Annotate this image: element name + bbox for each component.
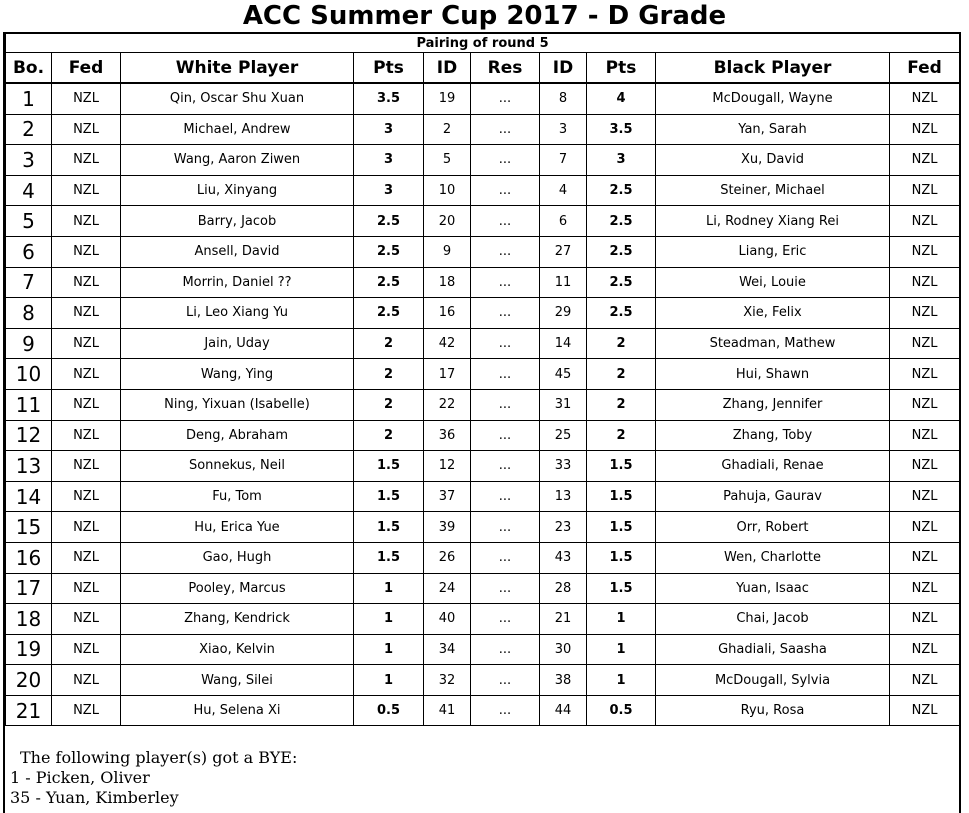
white-id: 18 bbox=[424, 267, 471, 298]
black-id: 8 bbox=[540, 83, 587, 114]
white-pts: 1.5 bbox=[354, 542, 424, 573]
black-fed: NZL bbox=[890, 573, 960, 604]
white-pts: 2.5 bbox=[354, 267, 424, 298]
header-black-pts: Pts bbox=[587, 53, 656, 84]
white-player: Ning, Yixuan (Isabelle) bbox=[121, 389, 354, 420]
black-id: 31 bbox=[540, 389, 587, 420]
board-number: 21 bbox=[6, 695, 52, 726]
black-pts: 1.5 bbox=[587, 451, 656, 482]
black-fed: NZL bbox=[890, 420, 960, 451]
white-player: Barry, Jacob bbox=[121, 206, 354, 237]
black-fed: NZL bbox=[890, 114, 960, 145]
black-fed: NZL bbox=[890, 451, 960, 482]
white-id: 39 bbox=[424, 512, 471, 543]
black-fed: NZL bbox=[890, 267, 960, 298]
board-number: 5 bbox=[6, 206, 52, 237]
white-fed: NZL bbox=[52, 634, 121, 665]
white-id: 22 bbox=[424, 389, 471, 420]
table-row bbox=[6, 420, 960, 451]
white-id: 16 bbox=[424, 298, 471, 329]
black-pts: 1.5 bbox=[587, 542, 656, 573]
black-pts: 3.5 bbox=[587, 114, 656, 145]
table-row bbox=[6, 83, 960, 114]
header-black-id: ID bbox=[540, 53, 587, 84]
black-fed: NZL bbox=[890, 298, 960, 329]
white-fed: NZL bbox=[52, 328, 121, 359]
result: ... bbox=[471, 665, 540, 696]
white-player: Zhang, Kendrick bbox=[121, 604, 354, 635]
black-player: Ghadiali, Saasha bbox=[656, 634, 890, 665]
black-player: Ryu, Rosa bbox=[656, 695, 890, 726]
white-id: 19 bbox=[424, 83, 471, 114]
header-white-id: ID bbox=[424, 53, 471, 84]
header-result: Res bbox=[471, 53, 540, 84]
black-pts: 2.5 bbox=[587, 267, 656, 298]
white-id: 5 bbox=[424, 145, 471, 176]
table-row bbox=[6, 634, 960, 665]
white-id: 36 bbox=[424, 420, 471, 451]
white-id: 2 bbox=[424, 114, 471, 145]
black-pts: 2 bbox=[587, 389, 656, 420]
header-black-player: Black Player bbox=[656, 53, 890, 84]
white-pts: 2 bbox=[354, 389, 424, 420]
white-pts: 2 bbox=[354, 359, 424, 390]
result: ... bbox=[471, 359, 540, 390]
black-fed: NZL bbox=[890, 665, 960, 696]
white-fed: NZL bbox=[52, 573, 121, 604]
white-id: 10 bbox=[424, 175, 471, 206]
black-id: 25 bbox=[540, 420, 587, 451]
white-player: Liu, Xinyang bbox=[121, 175, 354, 206]
result: ... bbox=[471, 542, 540, 573]
white-player: Wang, Silei bbox=[121, 665, 354, 696]
board-number: 7 bbox=[6, 267, 52, 298]
black-id: 33 bbox=[540, 451, 587, 482]
white-fed: NZL bbox=[52, 542, 121, 573]
white-id: 12 bbox=[424, 451, 471, 482]
white-player: Pooley, Marcus bbox=[121, 573, 354, 604]
white-player: Xiao, Kelvin bbox=[121, 634, 354, 665]
header-board: Bo. bbox=[6, 53, 52, 84]
black-id: 43 bbox=[540, 542, 587, 573]
board-number: 13 bbox=[6, 451, 52, 482]
black-player: Zhang, Jennifer bbox=[656, 389, 890, 420]
white-pts: 2 bbox=[354, 328, 424, 359]
black-id: 11 bbox=[540, 267, 587, 298]
black-pts: 1.5 bbox=[587, 481, 656, 512]
result: ... bbox=[471, 420, 540, 451]
result: ... bbox=[471, 451, 540, 482]
black-pts: 3 bbox=[587, 145, 656, 176]
result: ... bbox=[471, 389, 540, 420]
black-player: Li, Rodney Xiang Rei bbox=[656, 206, 890, 237]
black-player: Chai, Jacob bbox=[656, 604, 890, 635]
white-pts: 1 bbox=[354, 573, 424, 604]
white-player: Li, Leo Xiang Yu bbox=[121, 298, 354, 329]
black-player: Ghadiali, Renae bbox=[656, 451, 890, 482]
black-pts: 2 bbox=[587, 420, 656, 451]
white-fed: NZL bbox=[52, 451, 121, 482]
black-fed: NZL bbox=[890, 512, 960, 543]
white-id: 20 bbox=[424, 206, 471, 237]
white-fed: NZL bbox=[52, 298, 121, 329]
white-pts: 1 bbox=[354, 665, 424, 696]
board-number: 3 bbox=[6, 145, 52, 176]
white-fed: NZL bbox=[52, 512, 121, 543]
white-id: 42 bbox=[424, 328, 471, 359]
header-white-pts: Pts bbox=[354, 53, 424, 84]
table-row bbox=[6, 206, 960, 237]
board-number: 10 bbox=[6, 359, 52, 390]
white-fed: NZL bbox=[52, 481, 121, 512]
black-fed: NZL bbox=[890, 236, 960, 267]
black-id: 3 bbox=[540, 114, 587, 145]
black-player: Yan, Sarah bbox=[656, 114, 890, 145]
black-fed: NZL bbox=[890, 634, 960, 665]
white-fed: NZL bbox=[52, 420, 121, 451]
white-id: 24 bbox=[424, 573, 471, 604]
white-pts: 2.5 bbox=[354, 236, 424, 267]
result: ... bbox=[471, 695, 540, 726]
header-white-player: White Player bbox=[121, 53, 354, 84]
black-player: Pahuja, Gaurav bbox=[656, 481, 890, 512]
board-number: 19 bbox=[6, 634, 52, 665]
white-id: 37 bbox=[424, 481, 471, 512]
bye-section bbox=[10, 748, 297, 808]
table-row bbox=[6, 573, 960, 604]
black-pts: 2.5 bbox=[587, 236, 656, 267]
white-fed: NZL bbox=[52, 389, 121, 420]
black-player: McDougall, Sylvia bbox=[656, 665, 890, 696]
black-pts: 1 bbox=[587, 604, 656, 635]
table-row bbox=[6, 359, 960, 390]
result: ... bbox=[471, 236, 540, 267]
result: ... bbox=[471, 481, 540, 512]
pairing-table bbox=[5, 34, 960, 726]
black-id: 23 bbox=[540, 512, 587, 543]
white-fed: NZL bbox=[52, 236, 121, 267]
white-fed: NZL bbox=[52, 267, 121, 298]
black-player: Xie, Felix bbox=[656, 298, 890, 329]
board-number: 18 bbox=[6, 604, 52, 635]
white-fed: NZL bbox=[52, 114, 121, 145]
black-pts: 1.5 bbox=[587, 573, 656, 604]
white-player: Qin, Oscar Shu Xuan bbox=[121, 83, 354, 114]
result: ... bbox=[471, 145, 540, 176]
white-player: Sonnekus, Neil bbox=[121, 451, 354, 482]
white-player: Fu, Tom bbox=[121, 481, 354, 512]
board-number: 14 bbox=[6, 481, 52, 512]
black-id: 13 bbox=[540, 481, 587, 512]
white-fed: NZL bbox=[52, 665, 121, 696]
white-fed: NZL bbox=[52, 695, 121, 726]
board-number: 1 bbox=[6, 83, 52, 114]
black-pts: 2.5 bbox=[587, 298, 656, 329]
table-row bbox=[6, 451, 960, 482]
black-id: 6 bbox=[540, 206, 587, 237]
result: ... bbox=[471, 512, 540, 543]
bye-player: 1 - Picken, Oliver bbox=[10, 768, 150, 787]
white-fed: NZL bbox=[52, 359, 121, 390]
table-row bbox=[6, 267, 960, 298]
white-pts: 1 bbox=[354, 634, 424, 665]
white-pts: 0.5 bbox=[354, 695, 424, 726]
black-player: Wen, Charlotte bbox=[656, 542, 890, 573]
header-white-fed: Fed bbox=[52, 53, 121, 84]
white-pts: 3.5 bbox=[354, 83, 424, 114]
white-id: 34 bbox=[424, 634, 471, 665]
bye-heading: The following player(s) got a BYE: bbox=[20, 748, 298, 767]
black-player: Wei, Louie bbox=[656, 267, 890, 298]
black-player: Yuan, Isaac bbox=[656, 573, 890, 604]
table-row bbox=[6, 542, 960, 573]
header-black-fed: Fed bbox=[890, 53, 960, 84]
black-pts: 2.5 bbox=[587, 206, 656, 237]
result: ... bbox=[471, 175, 540, 206]
white-pts: 3 bbox=[354, 175, 424, 206]
table-row bbox=[6, 114, 960, 145]
result: ... bbox=[471, 206, 540, 237]
black-player: Hui, Shawn bbox=[656, 359, 890, 390]
black-player: Steiner, Michael bbox=[656, 175, 890, 206]
white-id: 17 bbox=[424, 359, 471, 390]
black-pts: 1.5 bbox=[587, 512, 656, 543]
result: ... bbox=[471, 573, 540, 604]
black-player: McDougall, Wayne bbox=[656, 83, 890, 114]
result: ... bbox=[471, 634, 540, 665]
board-number: 2 bbox=[6, 114, 52, 145]
white-player: Deng, Abraham bbox=[121, 420, 354, 451]
white-pts: 3 bbox=[354, 145, 424, 176]
black-id: 29 bbox=[540, 298, 587, 329]
black-fed: NZL bbox=[890, 206, 960, 237]
board-number: 6 bbox=[6, 236, 52, 267]
white-fed: NZL bbox=[52, 604, 121, 635]
black-pts: 4 bbox=[587, 83, 656, 114]
table-row bbox=[6, 145, 960, 176]
result: ... bbox=[471, 267, 540, 298]
result: ... bbox=[471, 298, 540, 329]
black-id: 27 bbox=[540, 236, 587, 267]
white-player: Gao, Hugh bbox=[121, 542, 354, 573]
black-fed: NZL bbox=[890, 145, 960, 176]
black-player: Orr, Robert bbox=[656, 512, 890, 543]
table-row bbox=[6, 665, 960, 696]
white-player: Wang, Ying bbox=[121, 359, 354, 390]
result: ... bbox=[471, 328, 540, 359]
board-number: 20 bbox=[6, 665, 52, 696]
board-number: 17 bbox=[6, 573, 52, 604]
bye-player: 35 - Yuan, Kimberley bbox=[10, 788, 179, 807]
black-id: 14 bbox=[540, 328, 587, 359]
table-row bbox=[6, 175, 960, 206]
pairing-rows bbox=[6, 83, 960, 726]
board-number: 12 bbox=[6, 420, 52, 451]
white-player: Michael, Andrew bbox=[121, 114, 354, 145]
white-pts: 1.5 bbox=[354, 512, 424, 543]
table-row bbox=[6, 328, 960, 359]
white-pts: 1 bbox=[354, 604, 424, 635]
black-fed: NZL bbox=[890, 481, 960, 512]
white-pts: 2.5 bbox=[354, 206, 424, 237]
white-fed: NZL bbox=[52, 206, 121, 237]
black-pts: 2 bbox=[587, 328, 656, 359]
white-player: Jain, Uday bbox=[121, 328, 354, 359]
black-fed: NZL bbox=[890, 604, 960, 635]
board-number: 4 bbox=[6, 175, 52, 206]
white-player: Hu, Erica Yue bbox=[121, 512, 354, 543]
black-fed: NZL bbox=[890, 695, 960, 726]
table-row bbox=[6, 389, 960, 420]
white-player: Ansell, David bbox=[121, 236, 354, 267]
result: ... bbox=[471, 114, 540, 145]
white-id: 26 bbox=[424, 542, 471, 573]
black-fed: NZL bbox=[890, 328, 960, 359]
white-pts: 1.5 bbox=[354, 451, 424, 482]
round-subtitle: Pairing of round 5 bbox=[6, 34, 960, 53]
board-number: 15 bbox=[6, 512, 52, 543]
black-fed: NZL bbox=[890, 359, 960, 390]
black-id: 44 bbox=[540, 695, 587, 726]
white-pts: 2 bbox=[354, 420, 424, 451]
board-number: 16 bbox=[6, 542, 52, 573]
white-id: 32 bbox=[424, 665, 471, 696]
white-player: Wang, Aaron Ziwen bbox=[121, 145, 354, 176]
black-player: Xu, David bbox=[656, 145, 890, 176]
table-row bbox=[6, 695, 960, 726]
result: ... bbox=[471, 604, 540, 635]
black-player: Liang, Eric bbox=[656, 236, 890, 267]
white-pts: 3 bbox=[354, 114, 424, 145]
board-number: 8 bbox=[6, 298, 52, 329]
white-fed: NZL bbox=[52, 83, 121, 114]
black-fed: NZL bbox=[890, 175, 960, 206]
black-id: 21 bbox=[540, 604, 587, 635]
white-pts: 2.5 bbox=[354, 298, 424, 329]
white-fed: NZL bbox=[52, 145, 121, 176]
black-pts: 1 bbox=[587, 665, 656, 696]
black-pts: 0.5 bbox=[587, 695, 656, 726]
table-row bbox=[6, 236, 960, 267]
black-player: Zhang, Toby bbox=[656, 420, 890, 451]
result: ... bbox=[471, 83, 540, 114]
white-fed: NZL bbox=[52, 175, 121, 206]
black-id: 28 bbox=[540, 573, 587, 604]
black-fed: NZL bbox=[890, 83, 960, 114]
black-id: 30 bbox=[540, 634, 587, 665]
black-pts: 1 bbox=[587, 634, 656, 665]
white-id: 41 bbox=[424, 695, 471, 726]
black-pts: 2 bbox=[587, 359, 656, 390]
black-fed: NZL bbox=[890, 542, 960, 573]
board-number: 11 bbox=[6, 389, 52, 420]
black-player: Steadman, Mathew bbox=[656, 328, 890, 359]
black-id: 4 bbox=[540, 175, 587, 206]
black-id: 45 bbox=[540, 359, 587, 390]
white-player: Hu, Selena Xi bbox=[121, 695, 354, 726]
white-id: 9 bbox=[424, 236, 471, 267]
black-fed: NZL bbox=[890, 389, 960, 420]
table-row bbox=[6, 481, 960, 512]
board-number: 9 bbox=[6, 328, 52, 359]
white-id: 40 bbox=[424, 604, 471, 635]
table-row bbox=[6, 512, 960, 543]
white-pts: 1.5 bbox=[354, 481, 424, 512]
table-row bbox=[6, 604, 960, 635]
black-pts: 2.5 bbox=[587, 175, 656, 206]
white-player: Morrin, Daniel ?? bbox=[121, 267, 354, 298]
table-row bbox=[6, 298, 960, 329]
black-id: 7 bbox=[540, 145, 587, 176]
page-title: ACC Summer Cup 2017 - D Grade bbox=[242, 1, 727, 31]
black-id: 38 bbox=[540, 665, 587, 696]
